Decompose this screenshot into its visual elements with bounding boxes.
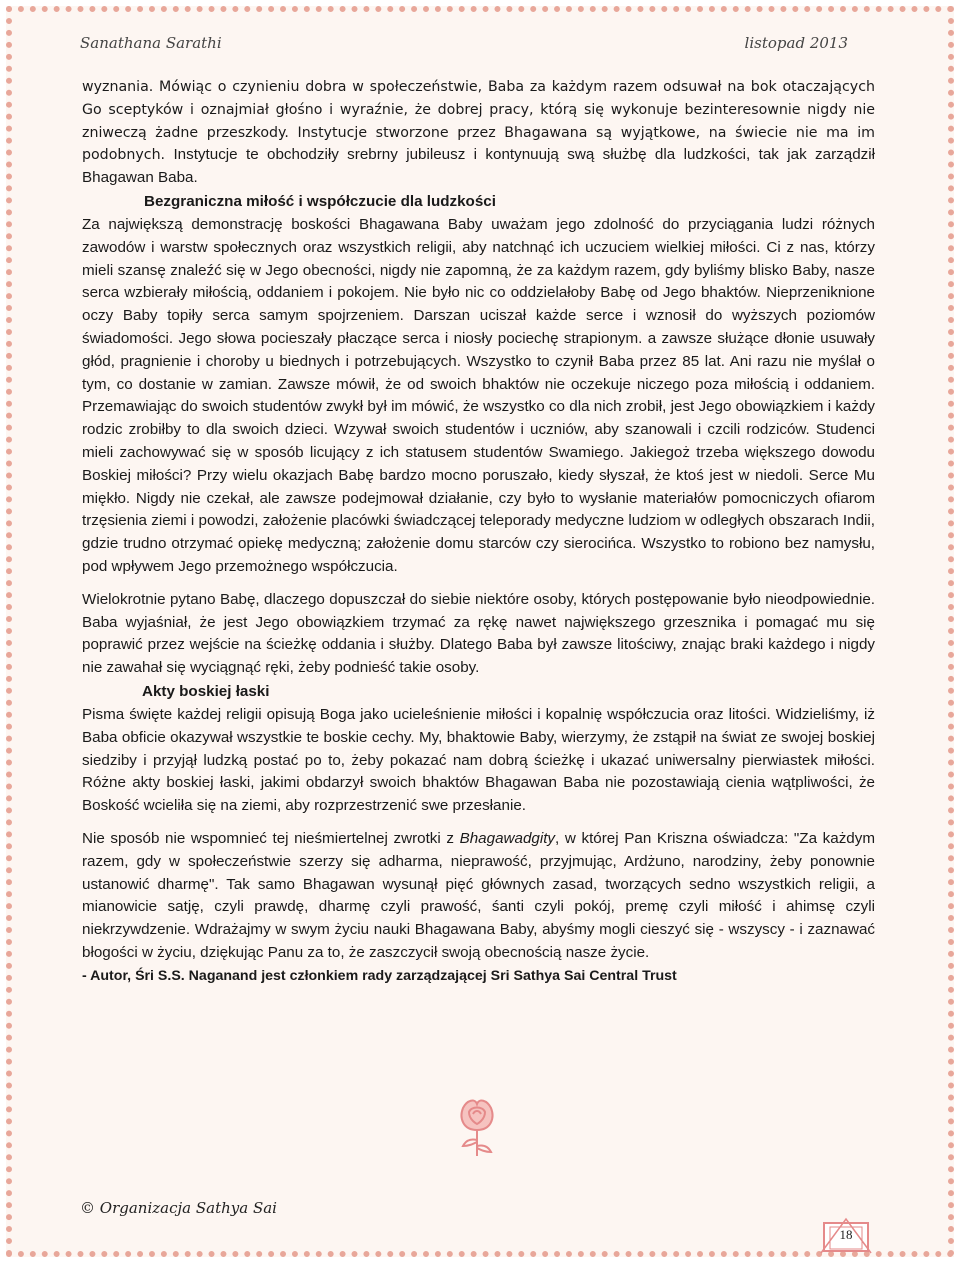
paragraph-text: , w której Pan Kriszna oświadcza: "Za każdym razem, gdy w społeczeństwie szerzy się adharma, nieprawość, przyjmując, Ardżuno, narodziny, żeby ponownie ustanowić dharmę". Tak samo Bhagawan wysunął pięć głównych zasad, tworzących sedno wszystkich religii, a mianowicie satję, czyli prawdę, dharmę czyli prawość, śanti czyli pokój, premę czyli miłość i ahimsę czyli niekrzywdzenie. Wdrażajmy w swym życiu nauki Bhagawana Baby, abyśmy mogli cieszyć się - wszyscy - i zaznawać błogości w życiu, dziękując Panu za to, że zaszczycił swoją obecnością nasze życie. xyxy=(82,829,875,961)
book-title: Bhagawadgity xyxy=(459,829,556,847)
author-note: - Autor, Śri S.S. Naganand jest członkiem rady zarządzającej Sri Sathya Sai Central Trust xyxy=(82,967,677,984)
issue-date: listopad 2013 xyxy=(744,34,848,52)
paragraph xyxy=(82,828,875,965)
page-header xyxy=(80,34,848,58)
paragraph: Wielokrotnie pytano Babę, dlaczego dopuszczał do siebie niektóre osoby, których postępowanie było nieodpowiednie. Baba wyjaśniał, że jest Jego obowiązkiem trzymać za rękę nawet największego grzesznika i pomagać mu się poprawić przez wejście na ścieżkę oddania i służby. Dlatego Baba był zawsze litościwy, znając braki każdego i nigdy nie zawahał się wyciągnąć ręki, żeby podnieść takie osoby. xyxy=(82,590,875,677)
copyright-notice: © Organizacja Sathya Sai xyxy=(80,1199,277,1217)
article-body xyxy=(82,76,875,987)
intro-paragraph xyxy=(82,76,875,190)
intro-text-part2: Instytucje te obchodziły srebrny jubileusz i kontynuują swą służbę dla ludzkości, tak jak zarządził Bhagawan Baba. xyxy=(82,146,875,187)
publication-title: Sanathana Sarathi xyxy=(80,34,222,52)
paragraph: Za największą demonstrację boskości Bhagawana Baby uważam jego zdolność do przyciągania ludzi różnych zawodów i warstw społecznych oraz wszystkich religii, aby natchnąć ich uczuciem wielkiej miłości. Ci z nas, którzy mieli szansę znaleźć się w Jego obecności, nigdy nie zapomną, że za każdym razem, gdy byliśmy blisko Baby, nasze serca wzbierały miłością, oddaniem i pokojem. Nie było nic co oddzielałoby Babę od Jego bhaktów. Nieprzeniknione oczy Baby topiły serca samym spojrzeniem. Darszan uciszał każde serce i wznosił do wyższych poziomów świadomości. Jego słowa pocieszały płaczące serca i niosły pociechę strapionym. a zawsze służące dłonie usuwały głód, pragnienie i choroby u biednych i potrzebujących. Wszystko to czynił Baba przez 85 lat. Ani razu nie myślał o tym, co dostanie w zamian. Zawsze mówił, że od swoich bhaktów nie oczekuje niczego poza miłością i oddaniem. Przemawiając do swoich studentów zwykł był im mówić, że wszystko co dla nich zrobił, jest Jego obowiązkiem i każdy rodzic zrobiłby to dla swoich dzieci. Wzywał swoich studentów i uczniów, aby szanowali i czcili rodziców. Studenci mieli zachowywać się w sposób licujący z ich statusem studentów Swamiego. Jakiegoż trzeba większego dowodu Boskiej miłości? Przy wielu okazjach Babę bardzo mocno poruszało, kiedy słyszał, że ktoś jest w niedoli. Serce Mu miękło. Nigdy nie czekał, ale zawsze podejmował działanie, czy było to wysłanie materiałów pomocniczych ofiarom trzęsienia ziemi i powodzi, założenie placówki świadczącej teleporady medyczne ludziom w odległych obszarach Indii, gdzie trudno otrzymać opiekę medyczną; założenie domu starców czy sierocińca. Wszystko to robiono bez namysłu, pod wpływem Jego przemożnego współczucia. xyxy=(82,215,875,575)
paragraph: Pisma święte każdej religii opisują Boga jako ucieleśnienie miłości i kopalnię współczucia oraz litości. Widzieliśmy, iż Baba obficie okazywał wszystkie te boskie cechy. My, bhaktowie Baby, wierzymy, że zstąpił na świat ze swojej boskiej siedziby i przyjął ludzką postać po to, żeby pokazać nam dobrą ścieżkę i ukazać uniwersalny pierwiastek miłości. Różne akty boskiej łaski, jakimi obdarzył swoich bhaktów Bhagawan Baba nie pozostawiają cienia wątpliwości, że Boskość wcieliła się na ziemi, aby rozprzestrzenić swe przesłanie. xyxy=(82,705,875,815)
intro-text-part1: wyznania. Mówiąc o czynieniu dobra w społeczeństwie, Baba za każdym razem odsuwał na bok otaczających Go sceptyków i oznajmiał głośno i wyraźnie, że dobrej pracy, którą się wykonuje bezinteresownie nigdy nie zniweczą żadne przeszkody. Instytucje stworzone przez Bhagawana są wyjątkowe, na świecie nie ma im podobnych. xyxy=(82,79,875,164)
paragraph-text: Nie sposób nie wspomnieć tej nieśmiertelnej zwrotki z xyxy=(82,829,460,847)
page-number: 18 xyxy=(839,1227,853,1242)
section-heading-love: Bezgraniczna miłość i współczucie dla ludzkości xyxy=(144,192,496,210)
rose-icon xyxy=(455,1094,499,1160)
section-heading-grace: Akty boskiej łaski xyxy=(142,682,270,700)
